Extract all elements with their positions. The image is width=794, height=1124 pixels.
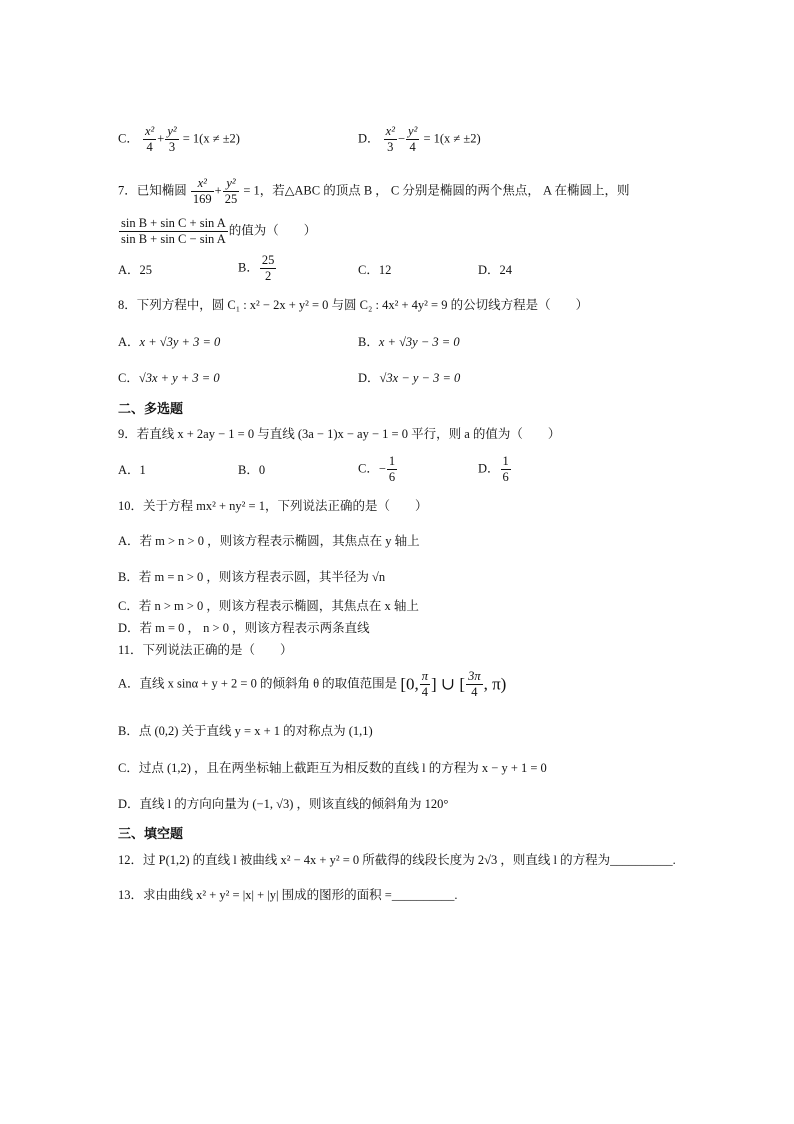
fraction: $\frac{\text{y²}}{4}$ <box>408 124 418 154</box>
q10-option-d[interactable]: D．若 m = 0 ， n > 0 ，则该方程表示两条直线 <box>118 621 370 635</box>
q11-stem: 11．下列说法正确的是（ ） <box>118 643 293 657</box>
fraction: $\frac{1}{6}$ <box>502 454 509 484</box>
q10-option-a[interactable]: A．若 m > n > 0 ，则该方程表示椭圆，其焦点在 y 轴上 <box>118 534 420 548</box>
q11-option-b[interactable]: B．点 (0,2) 关于直线 y = x + 1 的对称点为 (1,1) <box>118 724 373 738</box>
fraction: $\frac{\pi}{4}$ <box>421 669 428 699</box>
q8-stem: 8．下列方程中，圆 C₁ : x² − 2x + y² = 0 与圆 C₂ : 4x² + 4y² = 9 的公切线方程是（ ） <box>118 298 589 312</box>
q11-option-d[interactable]: D．直线 l 的方向向量为 (−1, √3) ，则该直线的倾斜角为 120° <box>118 797 449 811</box>
q13-stem[interactable]: 13．求由曲线 x² + y² = |x| + |y| 围成的图形的面积 =__________. <box>118 888 458 902</box>
fraction: $\frac{\text{y²}}{3}$ <box>167 124 177 154</box>
q12-stem[interactable]: 12．过 P(1,2) 的直线 l 被曲线 x² − 4x + y² = 0 所截得的线段长度为 2√3 ，则直线 l 的方程为__________. <box>118 853 676 867</box>
q7-option-b[interactable]: B． $\frac{25}{2}$ <box>238 253 275 283</box>
q9-option-d[interactable]: D． $\frac{1}{6}$ <box>478 454 509 484</box>
q7-stem: 7．已知椭圆 $\frac{\text{x²}}{169}$ + $\frac{\text{y²}}{25}$ = 1，若△ABC 的顶点 B ， C 分别是椭圆的两个焦点， A 在椭圆上，则 <box>118 176 630 206</box>
fraction: $\frac{\text{x²}}{4}$ <box>144 124 155 154</box>
q7-expression: $\frac{\text{sin B + sin C + sin A}}{\text{sin B + sin C − sin A}}$ 的值为（ ） <box>121 216 317 246</box>
q10-option-c[interactable]: C．若 n > m > 0 ，则该方程表示椭圆，其焦点在 x 轴上 <box>118 599 419 613</box>
fraction: $\frac{\text{y²}}{25}$ <box>224 176 238 206</box>
q8-option-c[interactable]: C．√3x + y + 3 = 0 <box>118 371 220 385</box>
q8-option-b[interactable]: B．x + √3y − 3 = 0 <box>358 335 460 349</box>
q10-stem: 10．关于方程 mx² + ny² = 1，下列说法正确的是（ ） <box>118 499 428 513</box>
section-heading-multiple-choice: 二、多选题 <box>118 401 184 416</box>
q6-option-c[interactable]: C． $\frac{\text{x²}}{4}$ + $\frac{\text{y²}}{3}$ = 1(x ≠ ±2) <box>118 124 240 154</box>
q8-option-d[interactable]: D．√3x − y − 3 = 0 <box>358 371 461 385</box>
q6-option-d[interactable]: D． $\frac{\text{x²}}{3}$ − $\frac{\text{y²}}{4}$ = 1(x ≠ ±2) <box>358 124 481 154</box>
q11-option-c[interactable]: C．过点 (1,2) ，且在两坐标轴上截距互为相反数的直线 l 的方程为 x − y + 1 = 0 <box>118 761 547 775</box>
q8-option-a[interactable]: A．x + √3y + 3 = 0 <box>118 335 221 349</box>
fraction: $\frac{25}{2}$ <box>261 253 275 283</box>
fraction: $\frac{3\pi}{4}$ <box>468 669 481 699</box>
q7-option-c[interactable]: C．12 <box>358 263 392 277</box>
q9-option-b[interactable]: B．0 <box>238 463 266 477</box>
q11-option-a[interactable]: A．直线 x sinα + y + 2 = 0 的倾斜角 θ 的取值范围是 [0, $\frac{\pi}{4}$ ] ∪ [ $\frac{3\pi}{4}$ , π) <box>118 669 507 699</box>
fraction: $\frac{1}{6}$ <box>388 454 396 484</box>
q7-option-a[interactable]: A．25 <box>118 263 153 277</box>
q7-option-d[interactable]: D．24 <box>478 263 513 277</box>
fraction: $\frac{\text{x²}}{169}$ <box>192 176 212 206</box>
section-heading-fill-in: 三、填空题 <box>118 826 184 841</box>
fraction: $\frac{\text{x²}}{3}$ <box>385 124 395 154</box>
q9-stem: 9．若直线 x + 2ay − 1 = 0 与直线 (3a − 1)x − ay − 1 = 0 平行，则 a 的值为（ ） <box>118 427 561 441</box>
fraction: $\frac{\text{sin B + sin C + sin A}}{\text{sin B + sin C − sin A}}$ <box>121 216 226 246</box>
q10-option-b[interactable]: B．若 m = n > 0 ，则该方程表示圆，其半径为 √n <box>118 570 386 584</box>
q9-option-a[interactable]: A．1 <box>118 463 146 477</box>
q9-option-c[interactable]: C．− $\frac{1}{6}$ <box>358 454 396 484</box>
